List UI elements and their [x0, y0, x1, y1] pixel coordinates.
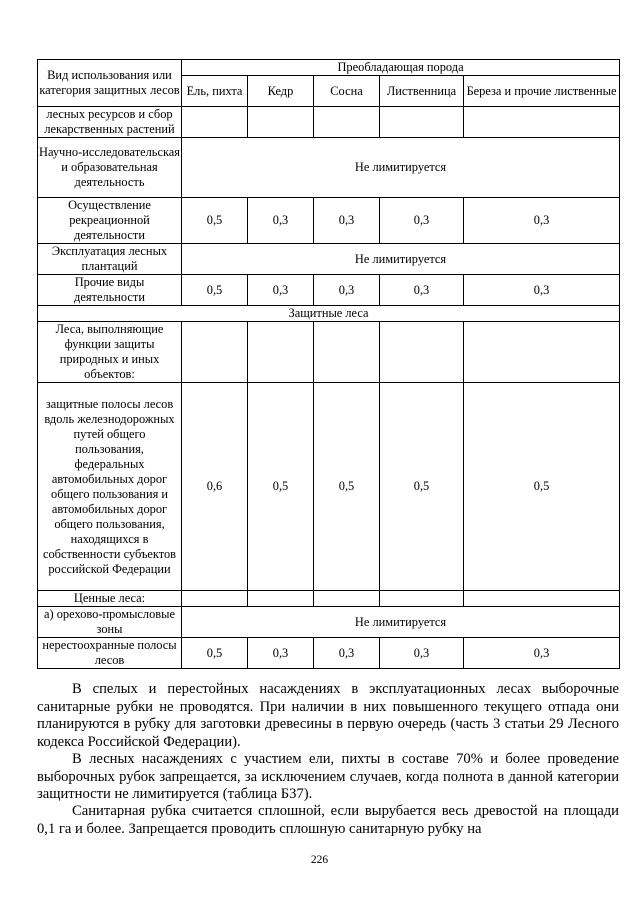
- header-larch: Лиственница: [380, 76, 464, 107]
- table-cell: 0,3: [248, 275, 314, 306]
- table-cell: 0,3: [314, 638, 380, 669]
- table-cell: [182, 322, 248, 383]
- row-label: Осуществление рекреационной деятельности: [38, 198, 182, 244]
- table-cell: [248, 107, 314, 138]
- span-cell: Не лимитируется: [182, 244, 620, 275]
- table-cell: [380, 322, 464, 383]
- table-row: [38, 383, 620, 591]
- header-pine: Сосна: [314, 76, 380, 107]
- table-cell: 0,6: [182, 383, 248, 591]
- row-label: Эксплуатация лесных плантаций: [38, 244, 182, 275]
- table-cell: 0,3: [464, 638, 620, 669]
- table-row: [38, 322, 620, 383]
- table-cell: [380, 107, 464, 138]
- header-first-column: Вид использования или категория защитных лесов: [38, 60, 182, 107]
- section-title: Защитные леса: [38, 306, 620, 322]
- table-row: [38, 638, 620, 669]
- span-cell: Не лимитируется: [182, 607, 620, 638]
- table-cell: [314, 107, 380, 138]
- header-birch: Береза и прочие лиственные: [464, 76, 620, 107]
- table-cell: 0,3: [314, 275, 380, 306]
- table-cell: 0,5: [182, 638, 248, 669]
- paragraph-mature-stands: В спелых и перестойных насаждениях в эксплуатационных лесах выборочные санитарные рубки не проводятся. При наличии в них повышенного текущего отпада они планируются в рубку для заготовки древесины в первую очередь (часть 3 статьи 29 Лесного кодекса Российской Федерации).: [37, 681, 619, 750]
- table-row: [38, 244, 620, 275]
- table-cell: [314, 322, 380, 383]
- table-cell: 0,3: [380, 198, 464, 244]
- table-cell: 0,5: [314, 383, 380, 591]
- row-label: лесных ресурсов и сбор лекарственных растений: [38, 107, 182, 138]
- table-cell: [182, 591, 248, 607]
- table-cell: [182, 107, 248, 138]
- row-label: Ценные леса:: [38, 591, 182, 607]
- table-row: [38, 198, 620, 244]
- table-cell: 0,5: [248, 383, 314, 591]
- row-label: Леса, выполняющие функции защиты природных и иных объектов:: [38, 322, 182, 383]
- span-cell: Не лимитируется: [182, 138, 620, 198]
- page-number: 226: [310, 854, 329, 866]
- table-cell: 0,5: [182, 198, 248, 244]
- table-cell: [464, 591, 620, 607]
- table-cell: 0,3: [380, 638, 464, 669]
- table-cell: [248, 322, 314, 383]
- table-row: [38, 607, 620, 638]
- paragraph-sanitary-felling: Санитарная рубка считается сплошной, если вырубается весь древостой на площади 0,1 га и более. Запрещается проводить сплошную санитарную рубку на: [37, 803, 619, 837]
- logging-limits-table: [37, 59, 620, 669]
- table-row: [38, 107, 620, 138]
- section-row: [38, 306, 620, 322]
- table-cell: 0,3: [314, 198, 380, 244]
- table-cell: [380, 591, 464, 607]
- table-row: [38, 591, 620, 607]
- table-cell: 0,3: [464, 275, 620, 306]
- table-cell: 0,3: [248, 638, 314, 669]
- header-group-species: Преобладающая порода: [182, 60, 620, 76]
- table-row: [38, 138, 620, 198]
- table-cell: 0,5: [464, 383, 620, 591]
- table-cell: 0,3: [464, 198, 620, 244]
- table-cell: 0,3: [380, 275, 464, 306]
- table-cell: 0,5: [380, 383, 464, 591]
- row-label: Научно-исследовательская и образовательная деятельность: [38, 138, 182, 198]
- table-cell: [464, 107, 620, 138]
- table-cell: 0,3: [248, 198, 314, 244]
- row-label: Прочие виды деятельности: [38, 275, 182, 306]
- row-label: защитные полосы лесов вдоль железнодорожных путей общего пользования, федеральных автомобильных дорог общего пользования и автомобильных дорог общего пользования, находящихся в собственности субъектов российской Федерации: [38, 383, 182, 591]
- row-label: нерестоохранные полосы лесов: [38, 638, 182, 669]
- table-cell: [464, 322, 620, 383]
- header-cedar: Кедр: [248, 76, 314, 107]
- table-row: [38, 275, 620, 306]
- paragraph-spruce-fir: В лесных насаждениях с участием ели, пихты в составе 70% и более проведение выборочных рубок запрещается, за исключением случаев, когда полнота в данной категории защитности не лимитируется (таблица Б37).: [37, 751, 619, 803]
- table-cell: [314, 591, 380, 607]
- table-cell: [248, 591, 314, 607]
- header-spruce-fir: Ель, пихта: [182, 76, 248, 107]
- row-label: а) орехово-промысловые зоны: [38, 607, 182, 638]
- table-cell: 0,5: [182, 275, 248, 306]
